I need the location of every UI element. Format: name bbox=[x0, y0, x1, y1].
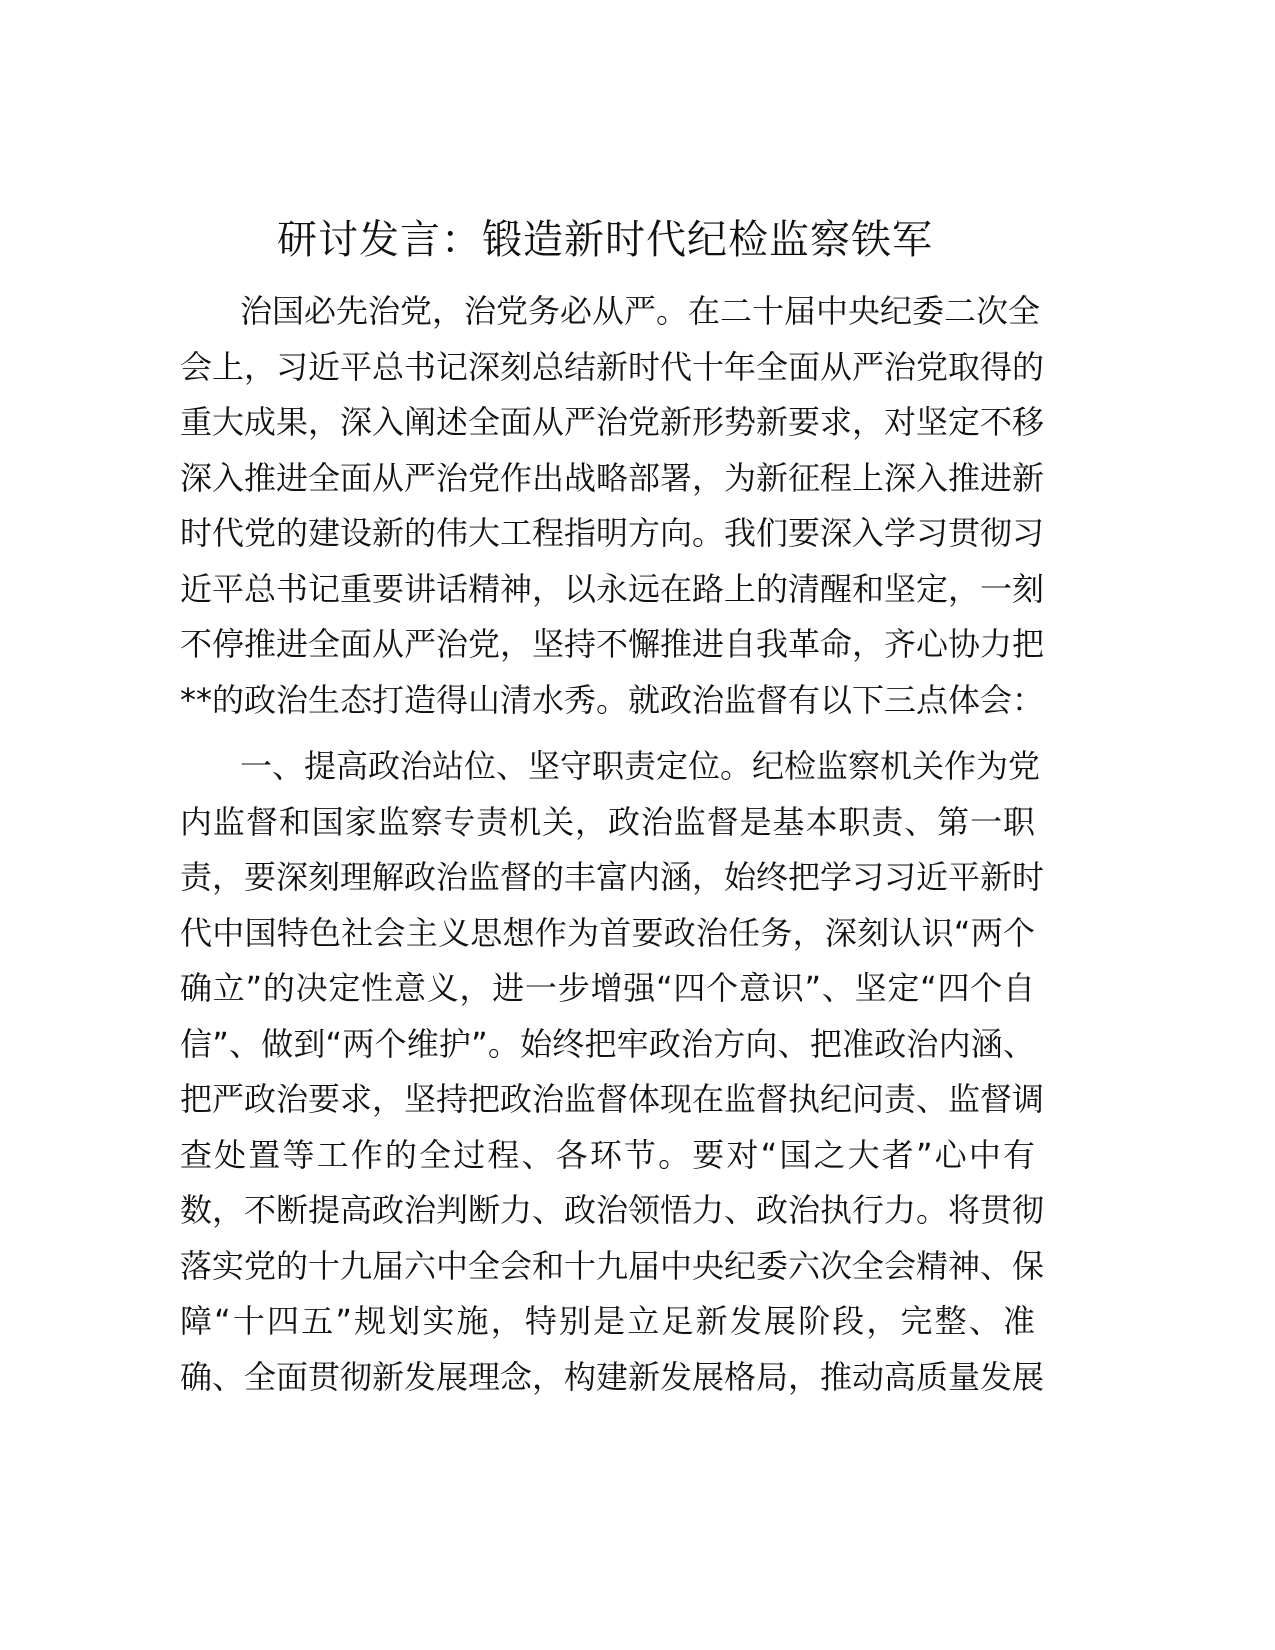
text-line: 障“十四五”规划实施，特别是立足新发展阶段，完整、准 bbox=[180, 1302, 1035, 1340]
text-line: 治国必先治党，治党务必从严。在二十届中央纪委二次全 bbox=[240, 292, 1041, 330]
text-line: 信”、做到“两个维护”。始终把牢政治方向、把准政治内涵、 bbox=[180, 1024, 1035, 1063]
text-line: 时代党的建设新的伟大工程指明方向。我们要深入学习贯彻习 bbox=[180, 514, 1045, 552]
document-title: 研讨发言：锻造新时代纪检监察铁军 bbox=[277, 217, 933, 263]
text-line: 近平总书记重要讲话精神，以永远在路上的清醒和坚定，一刻 bbox=[180, 569, 1045, 608]
text-line: 一、提高政治站位、坚守职责定位。纪检监察机关作为党 bbox=[240, 747, 1041, 785]
text-line: 落实党的十九届六中全会和十九届中央纪委六次全会精神、保 bbox=[180, 1246, 1045, 1285]
text-line: 确立”的决定性意义，进一步增强“四个意识”、坚定“四个自 bbox=[180, 969, 1035, 1007]
paragraph-intro bbox=[180, 284, 1045, 728]
text-line: 内监督和国家监察专责机关，政治监督是基本职责、第一职 bbox=[180, 802, 1035, 841]
text-line: 深入推进全面从严治党作出战略部署，为新征程上深入推进新 bbox=[180, 458, 1045, 497]
text-line: 代中国特色社会主义思想作为首要政治任务，深刻认识“两个 bbox=[180, 913, 1035, 952]
text-line: 数，不断提高政治判断力、政治领悟力、政治执行力。将贯彻 bbox=[180, 1191, 1045, 1229]
text-line: 把严政治要求，坚持把政治监督体现在监督执纪问责、监督调 bbox=[180, 1080, 1045, 1118]
text-line: 重大成果，深入阐述全面从严治党新形势新要求，对坚定不移 bbox=[180, 403, 1045, 441]
text-line: 责，要深刻理解政治监督的丰富内涵，始终把学习习近平新时 bbox=[180, 858, 1045, 896]
text-line: 查处置等工作的全过程、各环节。要对“国之大者”心中有 bbox=[180, 1135, 1035, 1174]
text-line: 会上，习近平总书记深刻总结新时代十年全面从严治党取得的 bbox=[180, 347, 1045, 386]
text-line: 不停推进全面从严治党，坚持不懈推进自我革命，齐心协力把 bbox=[180, 625, 1045, 663]
text-line: 确、全面贯彻新发展理念，构建新发展格局，推动高质量发展 bbox=[180, 1357, 1045, 1396]
text-line: **的政治生态打造得山清水秀。就政治监督有以下三点体会： bbox=[180, 680, 1045, 719]
paragraph-point-one bbox=[180, 739, 1045, 1405]
